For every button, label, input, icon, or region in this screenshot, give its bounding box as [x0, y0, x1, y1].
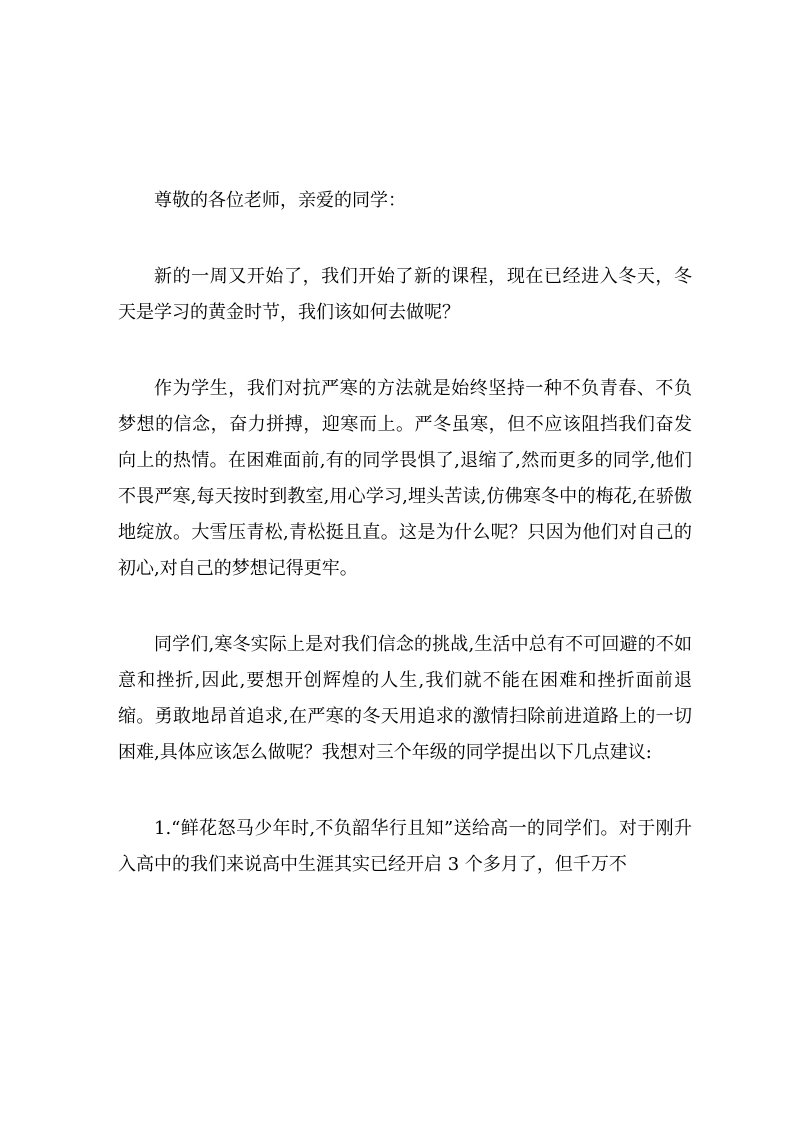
paragraph-suggestion-1: 1.“鲜花怒马少年时,不负韶华行且知”送给高一的同学们。对于刚升入高中的我们来说高中生涯其实已经开启 3 个多月了，但千万不 — [118, 818, 692, 875]
paragraph-challenge: 同学们,寒冬实际上是对我们信念的挑战,生活中总有不可回避的不如意和挫折,因此,要想开创辉煌的人生,我们就不能在困难和挫折面前退缩。勇敢地昂首追求,在严寒的冬天用追求的激情扫除前进道路上的一切困难,具体应该怎么做呢？我想对三个年级的同学提出以下几点建议: — [118, 634, 692, 763]
document-body — [118, 183, 692, 883]
paragraph-spacer — [118, 587, 692, 627]
paragraph-student-attitude: 作为学生，我们对抗严寒的方法就是始终坚持一种不负青春、不负梦想的信念，奋力拼搏，迎寒而上。严冬虽寒，但不应该阻挡我们奋发向上的热情。在困难面前,有的同学畏惧了,退缩了,然而更多的同学,他们不畏严寒,每天按时到教室,用心学习,埋头苦读,仿佛寒冬中的梅花,在骄傲地绽放。大雪压青松,青松挺且直。这是为什么呢？只因为他们对自己的初心,对自己的梦想记得更牢。 — [118, 378, 692, 579]
paragraph-intro: 新的一周又开始了，我们开始了新的课程，现在已经进入冬天，冬天是学习的黄金时节，我们该如何去做呢？ — [118, 266, 692, 323]
paragraph-spacer — [118, 331, 692, 371]
paragraph-spacer — [118, 219, 692, 259]
salutation: 尊敬的各位老师，亲爱的同学： — [154, 190, 406, 211]
paragraph-spacer — [118, 771, 692, 811]
